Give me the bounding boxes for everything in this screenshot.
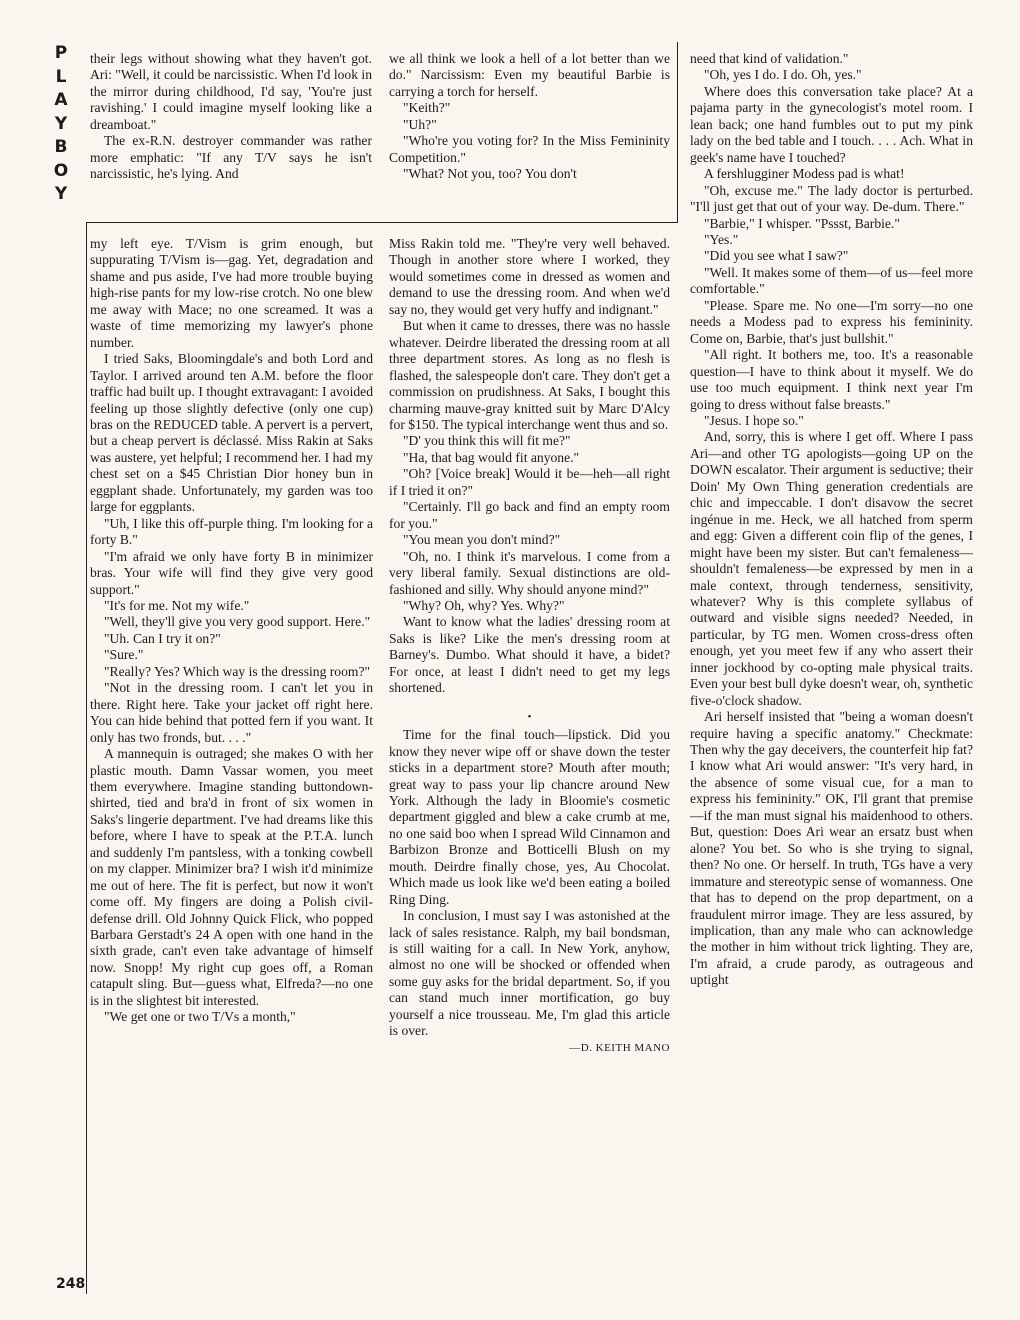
paragraph: "Yes." (704, 231, 739, 247)
author-signature: —D. KEITH MANO (569, 1041, 670, 1054)
paragraph: And, sorry, this is where I get off. Where I pass Ari—and other TG apologists—going UP on the DOWN escalator. Their argument is seductive; their Doin' My Own Thing generation credentials are chic and impeccable. I don't disavow the secret ingénue in me. Heck, we all hatched from sperm and egg: Given a different coin flip of the genes, I might have been my sister. But can't femaleness—shouldn't femaleness—be expressed by men in a male context, through tenderness, sensitivity, whatever? Why is this complete syllabus of outward and visible signs needed? Needed, in particular, by TG men. Women cross-dress often enough, yet you meet few if any who assert their inner jockhood by co-opting male physical traits. Even your best bull dyke doesn't wear, oh, synthetic five-o'clock shadow. (690, 429, 973, 708)
paragraph: "Ha, that bag would fit anyone." (403, 449, 580, 465)
column-left (90, 236, 373, 1026)
paragraph: "Why? Oh, why? Yes. Why?" (403, 597, 565, 613)
masthead-letter: O (53, 160, 69, 181)
paragraph: we all think we look a hell of a lot better than we do." Narcissism: Even my beautiful Barbie is carrying a torch for herself. (389, 51, 670, 99)
paragraph: "We get one or two T/Vs a month," (104, 1009, 296, 1025)
paragraph: "Please. Spare me. No one—I'm sorry—no one needs a Modess pad to express his femininity. Come on, Barbie, that's just bullshit." (690, 297, 973, 346)
paragraph: A mannequin is outraged; she makes O with her plastic mouth. Damn Vassar women, you meet them everywhere. Imagine standing buttondown-shirted, tied and bra'd in front of six women in Saks's lingerie department. I've had dreams like this before, where I have to speak at the P.T.A. lunch and suddenly I'm pantsless, with a tonking cowbell on my clapper. Minimizer bra? I wish it'd minimize me out of here. The fit is perfect, but now it won't come off. My fingers are doing a Polish civil-defense drill. Old Johnny Quick Flick, who popped Barbara Gerstadt's 24 A open with one hand in the sixth grade, can't even take advantage of himself now. Snopp! My right cup goes off, a Roman catapult sling. But—guess what, Elfreda?—no one is in the slightest bit interested. (90, 746, 373, 1008)
paragraph: "Jesus. I hope so." (704, 412, 804, 428)
paragraph: "Oh, yes I do. I do. Oh, yes." (704, 67, 862, 83)
paragraph: "You mean you don't mind?" (403, 532, 561, 548)
paragraph: need that kind of validation." (690, 51, 849, 66)
masthead-letter: Y (54, 184, 68, 204)
paragraph: my left eye. T/Vism is grim enough, but suppurating T/Vism is—gag. Yet, degradation and shame and pus aside, I've had more trouble buying high-rise pants for my low-rise crotch. No one blew me away with Mace; no one screamed. It was a waste of time memorizing my lawyer's phone number. (90, 236, 373, 350)
page-number: 248 (56, 1276, 86, 1292)
paragraph: "Oh? [Voice break] Would it be—heh—all right if I tried it on?" (389, 466, 670, 498)
box-rule-top (86, 222, 678, 223)
column-middle (389, 236, 670, 1056)
paragraph: "I'm afraid we only have forty B in minimizer bras. Your wife will find they give very good support." (90, 548, 373, 597)
column-right (690, 51, 973, 989)
column-top-left (90, 51, 372, 183)
playboy-masthead (47, 42, 75, 207)
paragraph: "Certainly. I'll go back and find an empty room for you." (389, 499, 670, 531)
paragraph: "Did you see what I saw?" (704, 248, 849, 264)
paragraph: "Well, they'll give you very good support. Here." (104, 614, 371, 630)
masthead-letter: P (54, 43, 68, 63)
masthead-letter: B (54, 137, 68, 157)
paragraph: "Uh. Can I try it on?" (104, 630, 221, 646)
masthead-letter: L (55, 66, 67, 87)
paragraph: Where does this conversation take place? At a pajama party in the gynecologist's motel room. I lean back; one hand fumbles out to put my pink lady on the bed table and I touch. . . . Ach. What in geek's name have I touched? (690, 83, 973, 165)
paragraph: "All right. It bothers me, too. It's a reasonable question—I have to think about it myself. We do use too much equipment. I think next year I'm going to dress without false breasts." (690, 347, 973, 412)
paragraph: "D' you think this will fit me?" (403, 433, 571, 449)
masthead-letter: Y (54, 113, 68, 134)
box-rule-left (86, 222, 87, 1294)
paragraph: "Barbie," I whisper. "Pssst, Barbie." (704, 215, 900, 231)
paragraph: I tried Saks, Bloomingdale's and both Lord and Taylor. I arrived around ten A.M. before the floor traffic had built up. I thought extravagant: I avoided feeling up those slightly defective (only one cup) bras on the REDUCED table. A pervert is a pervert, but a cheap pervert is déclassé. Miss Rakin at Saks was austere, yet helpful; I recommend her. I had my chest set on a $45 Christian Dior honey bun in eggplant shade. Unfortunately, my garden was too large for eggplants. (90, 351, 373, 515)
paragraph: A fershlugginer Modess pad is what! (704, 166, 905, 182)
paragraph: "Keith?" (403, 100, 451, 116)
paragraph: "It's for me. Not my wife." (104, 597, 250, 613)
column-top-middle (389, 51, 670, 183)
paragraph: "Uh?" (403, 116, 437, 132)
section-break-bullet: • (527, 710, 532, 723)
paragraph: "Oh, no. I think it's marvelous. I come from a very liberal family. Sexual distinctions are old-fashioned and silly. Why should anyone mind?" (389, 548, 670, 597)
paragraph: Miss Rakin told me. "They're very well behaved. Though in another store where I worked, they would sometimes come in dressed as women and demand to use the dressing room. And when we'd say no, they would get very huffy and indignant." (389, 236, 670, 317)
paragraph: But when it came to dresses, there was no hassle whatever. Deirdre liberated the dressing room at all three department stores. As long as no flesh is flashed, the salespeople don't care. They don't get a commission on prudishness. At Saks, I bought this charming mauve-gray knitted suit by Marc D'Alcy for $150. The typical interchange went thus and so. (389, 318, 670, 432)
box-rule-right (677, 42, 678, 223)
paragraph: "Oh, excuse me." The lady doctor is perturbed. "I'll just get that out of your way. De-dum. There." (690, 182, 973, 215)
paragraph: "Sure." (104, 647, 144, 663)
paragraph: "Well. It makes some of them—of us—feel more comfortable." (690, 264, 973, 297)
paragraph: "Who're you voting for? In the Miss Femininity Competition." (389, 133, 670, 165)
paragraph: Time for the final touch—lipstick. Did you know they never wipe off or shave down the tester sticks in a department store? Mouth after mouth; great way to pass your lip chancre around New York. Although the lady in Bloomie's cosmetic department giggled and blew a cake crumb at me, no one said boo when I spread Wild Cinnamon and Barbizon Bronze and Botticelli Blush on my mouth. Deirdre finally chose, yes, Au Chocolat. Which made us look like we'd been eating a boiled Ring Ding. (389, 727, 670, 907)
paragraph: "Not in the dressing room. I can't let you in there. Right here. Take your jacket off right here. You can hide behind that potted fern if you want. It only has two fronds, but. . . ." (90, 680, 373, 745)
paragraph: Ari herself insisted that "being a woman doesn't require having a specific anatomy." Checkmate: Then why the gay deceivers, the counterfeit hip fat? I know what Ari would answer: "It's very hard, in the absence of some visual cue, for a man to express his femininity." OK, I'll grant that premise—if the man must signal his maidenhood to others. But, question: Does Ari wear an ersatz bust when alone? You bet. So who is she trying to signal, then? No one. Or herself. In truth, TGs have a very immature and stereotypic sense of womanness. One that has to depend on the prop department, on a fraudulent mirror image. They are less assured, by implication, than any male who can acknowledge the mother in him without trick lighting. They are, I'm afraid, a crude parody, as outrageous and uptight (690, 709, 973, 988)
paragraph: The ex-R.N. destroyer commander was rather more emphatic: "If any T/V says he isn't narcissistic, he's lying. And (90, 133, 372, 182)
paragraph: their legs without showing what they haven't got. Ari: "Well, it could be narcissistic. When I'd look in the mirror during childhood, I'd say, 'You're just ravishing.' I could imagine myself looking like a dreamboat." (90, 51, 372, 132)
paragraph: "What? Not you, too? You don't (403, 166, 577, 182)
paragraph: "Really? Yes? Which way is the dressing room?" (104, 663, 371, 679)
paragraph: In conclusion, I must say I was astonished at the lack of sales resistance. Ralph, my bail bondsman, is still waiting for a call. In New York, anyhow, almost no one will be shocked or offended when some guy asks for the bridal department. So, if you can stand much inner mortification, go buy yourself a nice trousseau. Me, I'm glad this article is over. (389, 908, 670, 1039)
masthead-letter: A (54, 90, 68, 110)
paragraph: Want to know what the ladies' dressing room at Saks is like? Like the men's dressing room at Barney's. Dumbo. What should it have, a bidet? For once, at least I didn't need to get my legs shortened. (389, 614, 670, 696)
paragraph: "Uh, I like this off-purple thing. I'm looking for a forty B." (90, 515, 373, 548)
